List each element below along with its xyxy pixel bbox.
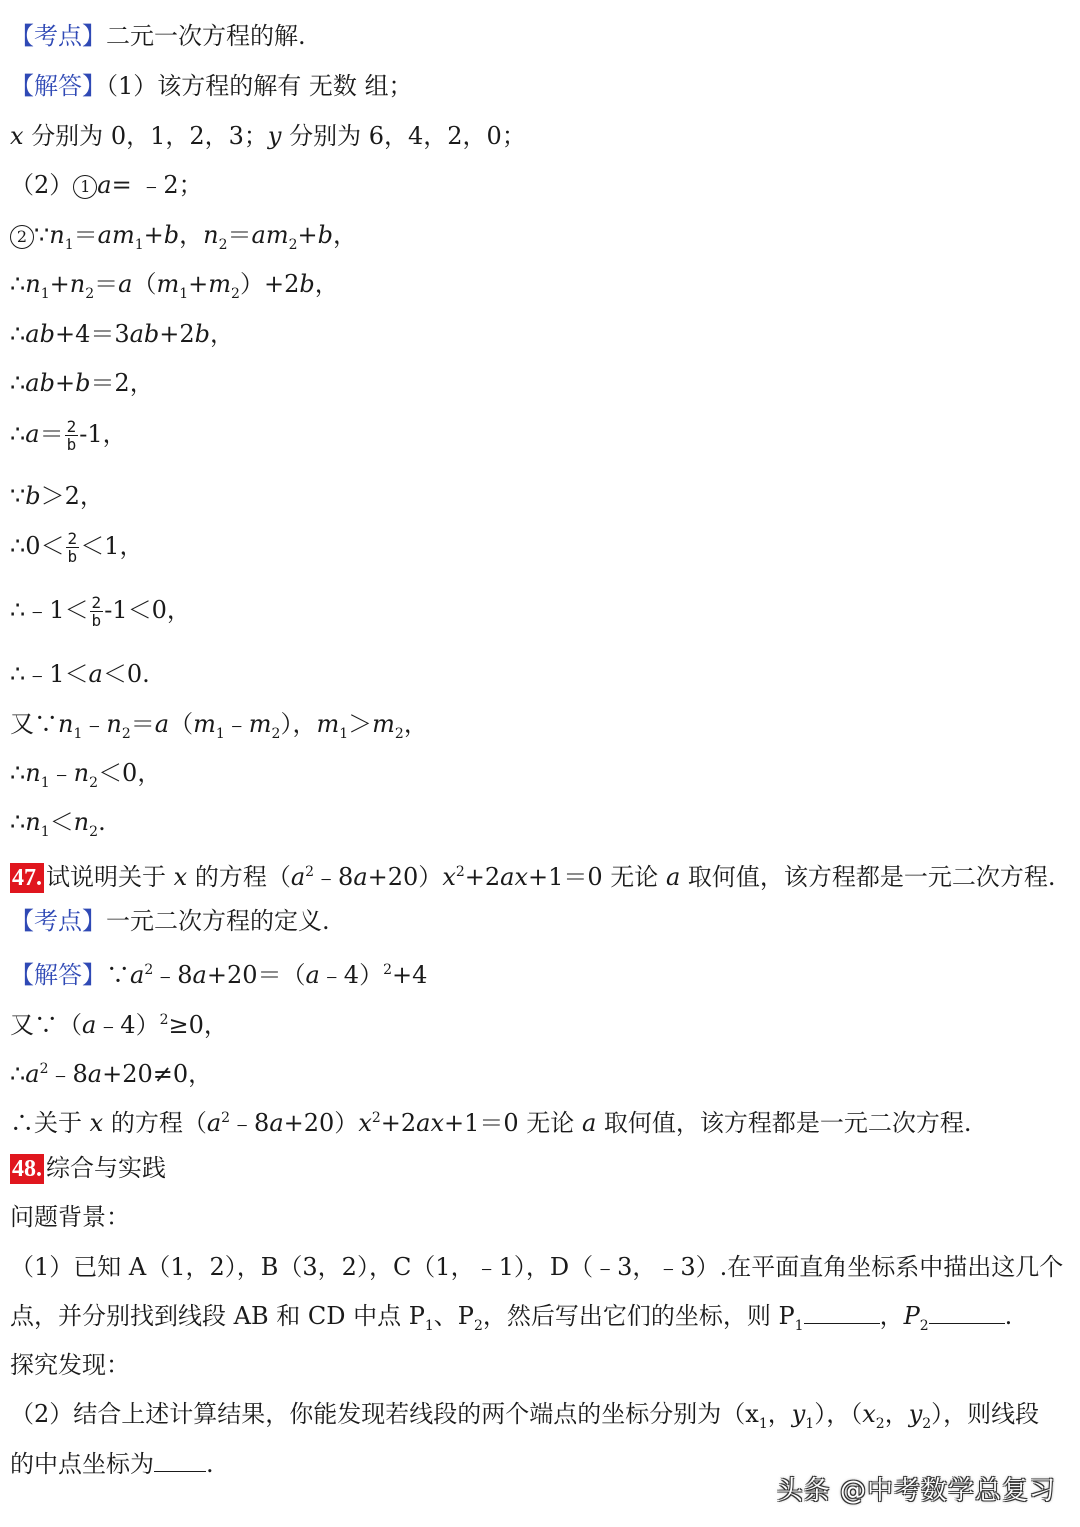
q46-step-5: ∴a＝ $\frac{2}{b}$ -1， bbox=[10, 417, 127, 454]
q46-jieda-line: 【解答】（1）该方程的解有 无数 组； bbox=[10, 72, 413, 100]
q47-conclusion: ∴关于 x 的方程$(a^2﹣8a+20)x^2+2ax+1=0$ 无论 a 取何值，该方程都是一元二次方程. bbox=[10, 1109, 972, 1137]
q47-step-1: 又∵（a﹣4）$^2$≥0， bbox=[10, 1011, 228, 1039]
q47-kaodian-line: 【考点】一元二次方程的定义. bbox=[10, 907, 330, 935]
q46-step-1: 2 $\because n_1=am_1+b$，$n_2=am_2+b$， bbox=[10, 219, 1072, 261]
q46-step-4: ∴ab+b＝2， bbox=[10, 369, 154, 397]
q46-step-11: $\therefore n_1﹣n_2<0$， bbox=[10, 759, 162, 791]
q47-question: 47. 试说明关于 x 的方程$(a^2﹣8a+20)x^2+2ax+1=0$ 无论 a 取何值，该方程都是一元二次方程. bbox=[12, 863, 1056, 891]
q48-background-label: 问题背景： bbox=[10, 1203, 130, 1231]
q46-step-10: 又$\because n_1﹣n_2=a(m_1﹣m_2)$，$m_1>m_2$， bbox=[10, 710, 428, 742]
q48-part1-line1: （1）已知 A（1，2），B（3，2），C（1，﹣1），D（﹣3，﹣3）.在平面直角坐标系中描出这几个 bbox=[10, 1253, 1064, 1281]
q46-step-8: ∴﹣1＜ $\frac{2}{b}$ -1＜0， bbox=[10, 593, 191, 630]
q47-step-2: $\therefore a^2﹣8a+20\ne 0$， bbox=[10, 1060, 213, 1088]
q48-explore-label: 探究发现： bbox=[10, 1351, 130, 1379]
q47-jieda-line: 【解答】$\because a^2﹣8a+20=(a﹣4)^2+4$ bbox=[10, 961, 428, 989]
q47-number-badge: 47. bbox=[12, 865, 42, 891]
q48-part1-line2: 点，并分别找到线段 AB 和 CD 中点 $P_1$、$P_2$，然后写出它们的坐标，则 $P_1$ ，$P_2$ . bbox=[10, 1302, 1013, 1334]
q48-part2-line2: 的中点坐标为 . bbox=[10, 1450, 214, 1478]
q48-title: 48. 综合与实践 bbox=[12, 1154, 166, 1182]
q46-xy-values: x 分别为 0，1，2，3；y 分别为 6，4，2，0； bbox=[10, 122, 526, 150]
q46-step-12: $\therefore n_1<n_2$. bbox=[10, 808, 106, 840]
q46-step-2: $\therefore n_1+n_2=a(m_1+m_2)+2b$， bbox=[10, 270, 339, 302]
q46-step-3: ∴ab+4＝3ab+2b， bbox=[10, 320, 235, 348]
q46-step-7: ∴0＜ $\frac{2}{b}$ ＜1， bbox=[10, 529, 144, 566]
watermark: 头条 @中考数学总复习 bbox=[776, 1476, 1056, 1506]
q46-part2-a: （2） 1 a= ﹣2； bbox=[10, 171, 203, 199]
q46-step-6: ∵b＞2， bbox=[10, 482, 104, 510]
q46-step-9: ∴﹣1＜a＜0. bbox=[10, 660, 150, 688]
q46-kaodian-line: 【考点】二元一次方程的解. bbox=[10, 22, 306, 50]
q48-part2-line1: （2）结合上述计算结果，你能发现若线段的两个端点的坐标分别为（$x_1$，$y_1$），（$x_2$，$y_2$），则线段 bbox=[10, 1400, 1040, 1432]
q48-number-badge: 48. bbox=[12, 1156, 42, 1182]
